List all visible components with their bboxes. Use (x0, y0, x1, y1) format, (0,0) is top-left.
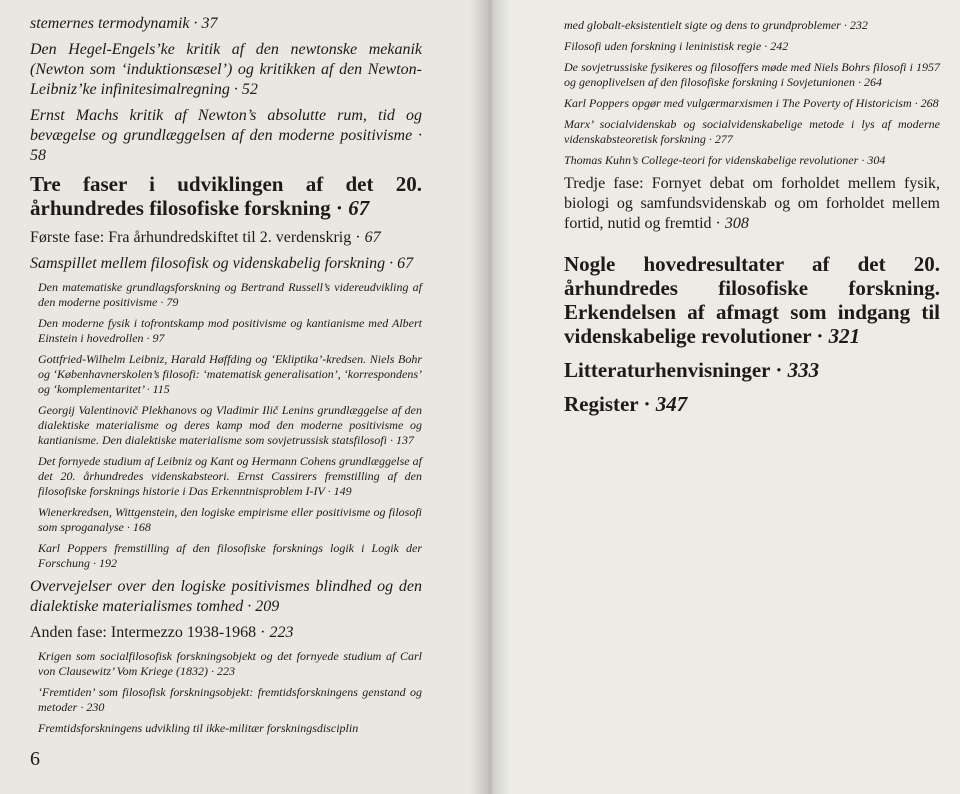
toc-subentry: Thomas Kuhn’s College-teori for videnskabelige revolutioner · 304 (564, 153, 886, 167)
toc-entry: Den Hegel-Engels’ke kritik af den newtonske mekanik (Newton som ‘induktionsæsel’) og kritikken af den Newton-Leibniz’ke infinitesimalregning · 52 (30, 41, 422, 98)
toc-subentry: De sovjetrussiske fysikeres og filosoffers møde med Niels Bohrs filosofi i 1957 og genoplivelsen af den filosofiske forskning i Sovjetunionen · 264 (564, 60, 940, 89)
toc-entry: stemernes termodynamik · 37 (30, 15, 218, 32)
toc-subentry: Marx’ socialvidenskab og socialvidenskabelige metode i lys af moderne videnskabsteoretisk forskning · 277 (564, 117, 940, 146)
left-toc (30, 14, 422, 736)
toc-subentry: Filosofi uden forskning i leninistisk regie · 242 (564, 39, 789, 53)
right-page (486, 0, 960, 794)
toc-subentry: Karl Poppers opgør med vulgærmarxismen i The Poverty of Historicism · 268 (564, 96, 939, 110)
toc-subentry: Karl Poppers fremstilling af den filosofiske forsknings logik i Logik der Forschung · 192 (38, 541, 422, 570)
chapter-heading: Tre faser i udviklingen af det 20. århundredes filosofiske forskning · 67 (30, 172, 422, 220)
toc-entry: Ernst Machs kritik af Newton’s absolutte rum, tid og bevægelse og grundlæggelsen af den moderne positivisme · 58 (30, 107, 423, 164)
phase-heading: Første fase: Fra århundredskiftet til 2. verdenskrig · 67 (30, 229, 381, 246)
toc-subentry: Det fornyede studium af Leibniz og Kant og Hermann Cohens grundlæggelse af det 20. århundredes videnskabsteori. Ernst Cassirers fremstilling af den filosofiske forsknings historie i Das Erkenntnisproblem I-IV · 149 (38, 454, 422, 498)
chapter-heading: Litteraturhenvisninger · 333 (564, 358, 820, 382)
toc-subentry: Fremtidsforskningens udvikling til ikke-militær forskningsdisciplin (38, 721, 359, 735)
toc-subentry: ‘Fremtiden’ som filosofisk forskningsobjekt: fremtidsforskningens genstand og metoder · 230 (38, 685, 422, 714)
phase-heading: Tredje fase: Fornyet debat om forholdet mellem fysik, biologi og samfundsvidenskab og om forholdet mellem fortid, nutid og fremtid · 308 (564, 175, 940, 232)
section-heading: Overvejelser over den logiske positivismes blindhed og den dialektiske materialismes tomhed · 209 (30, 578, 422, 615)
toc-subentry: Den moderne fysik i tofrontskamp mod positivisme og kantianisme med Albert Einstein i hovedrollen · 97 (38, 316, 422, 345)
page-number: 6 (30, 748, 40, 770)
toc-subentry: Wienerkredsen, Wittgenstein, den logiske empirisme eller positivisme og filosofi som sproganalyse · 168 (38, 505, 422, 534)
toc-subentry: Den matematiske grundlagsforskning og Bertrand Russell’s videreudvikling af den moderne positivisme · 79 (38, 280, 422, 309)
phase-heading: Anden fase: Intermezzo 1938-1968 · 223 (30, 624, 294, 641)
chapter-heading: Register · 347 (564, 392, 688, 416)
chapter-heading: Nogle hovedresultater af det 20. århundredes filosofiske forskning. Erkendelsen af afmagt som indgang til videnskabelige revolutioner · 321 (564, 252, 940, 348)
toc-subentry: Gottfried-Wilhelm Leibniz, Harald Høffding og ‘Ekliptika’-kredsen. Niels Bohr og ‘Københavnerskolen’s filosofi: ‘matematisk generalisation’, ‘korrespondens’ og ‘komplementaritet’ · 115 (38, 352, 422, 396)
right-toc (508, 18, 940, 416)
toc-subentry: med globalt-eksistentielt sigte og dens to grundproblemer · 232 (564, 18, 868, 32)
toc-subentry: Georgij Valentinovič Plekhanovs og Vladimir Ilič Lenins grundlæggelse af den dialektiske materialisme og deres kamp mod den moderne positivisme og kantianisme. Den dialektiske materialisme som sovjetrussisk statsfilosofi · 137 (38, 403, 422, 447)
section-heading: Samspillet mellem filosofisk og videnskabelig forskning · 67 (30, 255, 414, 272)
toc-subentry: Krigen som socialfilosofisk forskningsobjekt og det fornyede studium af Carl von Clausewitz’ Vom Kriege (1832) · 223 (38, 649, 422, 678)
